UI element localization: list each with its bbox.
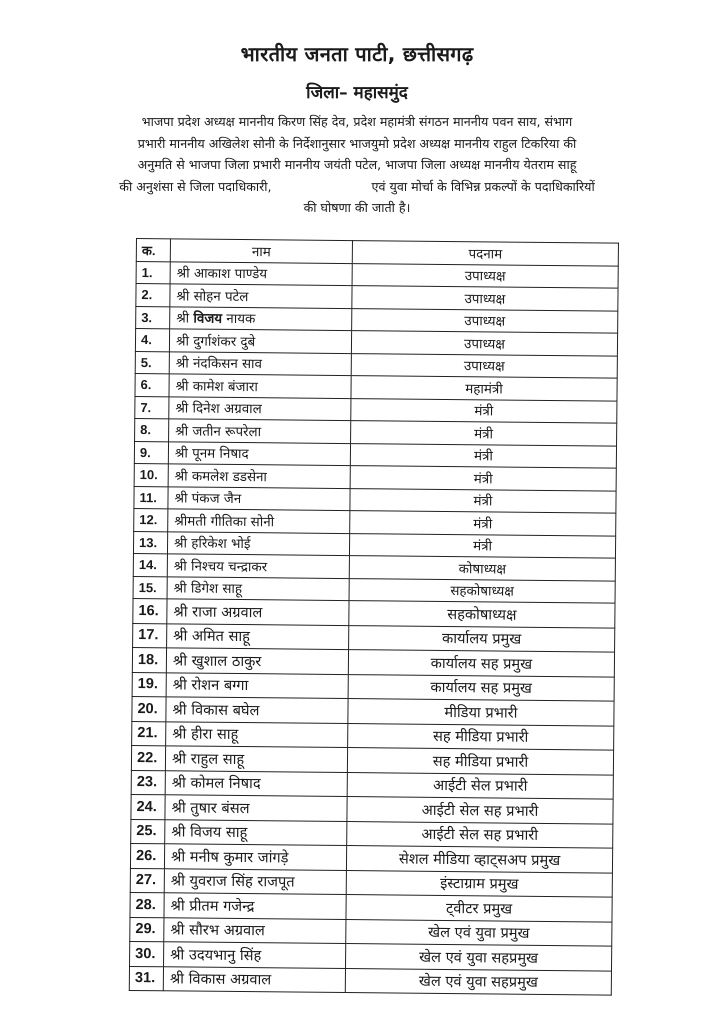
honorific: श्री xyxy=(175,401,189,417)
serial-number-cell: 4. xyxy=(135,329,169,352)
serial-number-cell: 25. xyxy=(131,819,165,844)
honorific: श्री xyxy=(176,266,190,282)
honorific: श्री xyxy=(171,774,186,792)
honorific: श्री xyxy=(176,289,190,305)
designation-cell: खेल एवं युवा सहप्रमुख xyxy=(346,944,612,971)
serial-number-cell: 30. xyxy=(130,941,164,966)
name-cell xyxy=(164,844,346,870)
name-cell xyxy=(169,351,351,375)
person-name: कोमल निषाद xyxy=(190,774,261,793)
person-name: हीरा साहू xyxy=(190,725,239,744)
designation-cell: महामंत्री xyxy=(351,376,617,401)
designation-cell: उपाध्यक्ष xyxy=(352,286,618,311)
honorific: श्री xyxy=(169,970,185,988)
serial-number-cell: 15. xyxy=(133,576,167,599)
designation-cell: आईटी सेल सह प्रभारी xyxy=(347,797,613,824)
person-name: पूनम निषाद xyxy=(192,446,249,463)
person-name: जतीन रूपरेला xyxy=(192,424,262,440)
intro-line-5: की घोषणा की जाती है। xyxy=(303,200,411,215)
designation-cell: आईटी सेल सह प्रभारी xyxy=(347,821,613,848)
honorific: श्री xyxy=(173,581,187,597)
name-cell xyxy=(164,942,346,968)
name-cell xyxy=(167,554,349,578)
serial-number-cell: 31. xyxy=(129,966,163,991)
serial-number-cell: 24. xyxy=(131,794,165,819)
honorific: श्री xyxy=(174,469,188,485)
name-cell xyxy=(169,329,351,353)
person-name: विकास अग्रवाल xyxy=(188,970,272,989)
serial-number-cell: 6. xyxy=(135,373,169,396)
serial-number-cell: 23. xyxy=(131,770,165,795)
name-cell xyxy=(168,486,350,510)
name-cell xyxy=(165,746,347,772)
honorific: श्री xyxy=(174,446,188,462)
name-cell xyxy=(166,721,348,747)
serial-number-cell: 22. xyxy=(131,745,165,770)
person-name: दुर्गाशंकर दुबे xyxy=(193,334,256,350)
designation-cell: सहकोषाध्यक्ष xyxy=(349,578,615,603)
designation-cell: कोषाध्यक्ष xyxy=(349,556,615,581)
serial-number-cell: 9. xyxy=(134,441,168,464)
table-row xyxy=(129,966,611,995)
name-cell xyxy=(164,893,346,919)
header-serial-number: क. xyxy=(136,239,170,262)
honorific: श्री xyxy=(172,652,188,670)
person-name: राहुल साहू xyxy=(190,750,245,768)
person-name: पंकज जैन xyxy=(191,491,242,508)
designation-cell: ट्वीटर प्रमुख xyxy=(346,895,612,922)
honorific: श्रीमती xyxy=(174,514,207,530)
designation-cell: कार्यालय प्रमुख xyxy=(349,625,615,652)
name-cell xyxy=(164,917,346,943)
intro-line-2: प्रभारी माननीय अखिलेश सोनी के निर्देशानुसार भाजयुमो प्रदेश अध्यक्ष माननीय राहुल टिकरिया की xyxy=(137,135,577,151)
name-cell xyxy=(168,441,350,465)
honorific: श्री xyxy=(173,559,187,575)
name-cell xyxy=(169,374,351,398)
honorific: श्री xyxy=(172,701,187,719)
person-name: गीतिका सोनी xyxy=(210,514,275,531)
serial-number-cell: 10. xyxy=(134,463,168,486)
name-bold-part: विजय xyxy=(193,311,223,328)
designation-cell: सहकोषाध्यक्ष xyxy=(349,601,615,628)
person-name: विकास बघेल xyxy=(191,701,260,719)
honorific: श्री xyxy=(172,676,187,694)
intro-line-4 xyxy=(22,176,692,198)
person-name: अमित साहू xyxy=(191,627,251,646)
serial-number-cell: 27. xyxy=(130,868,164,893)
person-name: प्रीतम गजेन्द्र xyxy=(189,897,255,915)
name-cell xyxy=(166,648,348,674)
serial-number-cell: 14. xyxy=(133,553,167,576)
honorific: श्री xyxy=(171,750,187,768)
honorific: श्री xyxy=(174,491,188,507)
person-name: नायक xyxy=(226,312,256,328)
serial-number-cell: 2. xyxy=(136,284,170,307)
person-name: दिनेश अग्रवाल xyxy=(192,401,262,418)
district-heading: जिला– महासमुंद xyxy=(306,83,408,103)
person-name: खुशाल ठाकुर xyxy=(191,652,262,670)
designation-cell: मंत्री xyxy=(351,421,617,446)
person-name: राजा अग्रवाल xyxy=(192,603,263,621)
name-cell xyxy=(170,306,352,330)
serial-number-cell: 13. xyxy=(133,531,167,554)
serial-number-cell: 29. xyxy=(130,917,164,942)
honorific: श्री xyxy=(170,848,186,866)
person-name: निश्चय चन्द्राकर xyxy=(190,559,268,576)
person-name: कामेश बंजारा xyxy=(192,379,258,395)
serial-number-cell: 20. xyxy=(132,696,166,721)
serial-number-cell: 11. xyxy=(134,486,168,509)
office-bearers-table xyxy=(129,238,619,996)
person-name: डिगेश साहू xyxy=(190,581,243,598)
name-cell xyxy=(165,819,347,845)
header-name: नाम xyxy=(170,239,352,263)
person-name: सोहन पटेल xyxy=(193,289,249,305)
honorific: श्री xyxy=(176,311,190,327)
intro-paragraph xyxy=(22,111,692,219)
serial-number-cell: 8. xyxy=(135,418,169,441)
serial-number-cell: 7. xyxy=(135,396,169,419)
person-name: कमलेश डडसेना xyxy=(191,469,268,486)
designation-cell: मंत्री xyxy=(350,466,616,491)
intro-line-3: अनुमति से भाजपा जिला प्रभारी माननीय जयंती पटेल, भाजपा जिला अध्यक्ष माननीय येतराम साहू xyxy=(137,157,577,172)
person-name: मनीष कुमार जांगड़े xyxy=(189,848,289,867)
designation-cell: खेल एवं युवा प्रमुख xyxy=(346,919,612,946)
designation-cell: उपाध्यक्ष xyxy=(352,308,618,333)
designation-cell: खेल एवं युवा सहप्रमुख xyxy=(345,968,611,995)
honorific: श्री xyxy=(173,603,188,621)
designation-cell: सह मीडिया प्रभारी xyxy=(348,723,614,750)
honorific: श्री xyxy=(175,356,189,372)
designation-cell: उपाध्यक्ष xyxy=(352,263,618,288)
honorific: श्री xyxy=(170,946,185,964)
honorific: श्री xyxy=(173,536,188,552)
serial-number-cell: 17. xyxy=(133,623,167,648)
name-cell xyxy=(168,509,350,533)
honorific: श्री xyxy=(175,334,190,350)
honorific: श्री xyxy=(171,799,186,817)
honorific: श्री xyxy=(170,872,186,890)
name-cell xyxy=(165,770,347,796)
name-cell xyxy=(170,284,352,308)
name-cell xyxy=(165,795,347,821)
name-cell xyxy=(169,396,351,420)
honorific: श्री xyxy=(171,823,186,841)
person-name: विजय साहू xyxy=(189,823,248,842)
designation-cell: सेशल मीडिया व्हाट्सअप प्रमुख xyxy=(346,846,612,873)
name-cell xyxy=(167,623,349,649)
designation-cell: मीडिया प्रभारी xyxy=(348,699,614,726)
designation-cell: मंत्री xyxy=(349,533,615,558)
document-title: भारतीय जनता पाटी, छत्तीसगढ़ xyxy=(240,42,474,66)
serial-number-cell: 1. xyxy=(136,261,170,284)
honorific: श्री xyxy=(170,921,185,939)
designation-cell: उपाध्यक्ष xyxy=(351,353,617,378)
intro-line-1: भाजपा प्रदेश अध्यक्ष माननीय किरण सिंह देव, प्रदेश महामंत्री संगठन माननीय पवन साय, संभाग xyxy=(141,114,573,129)
person-name: युवराज सिंह राजपूत xyxy=(189,872,295,891)
serial-number-cell: 18. xyxy=(132,647,166,672)
honorific: श्री xyxy=(170,897,185,915)
name-cell xyxy=(166,697,348,723)
designation-cell: आईटी सेल प्रभारी xyxy=(347,772,613,799)
office-bearers-table-wrapper xyxy=(129,238,618,996)
serial-number-cell: 12. xyxy=(134,508,168,531)
name-cell xyxy=(167,576,349,600)
person-name: नंदकिसन साव xyxy=(192,356,263,373)
designation-cell: सह मीडिया प्रभारी xyxy=(347,748,613,775)
name-cell xyxy=(164,868,346,894)
person-name: आकाश पाण्डेय xyxy=(193,266,268,283)
person-name: तुषार बंसल xyxy=(190,799,250,817)
table-body xyxy=(129,261,618,995)
name-cell xyxy=(170,261,352,285)
designation-cell: कार्यालय सह प्रमुख xyxy=(348,650,614,677)
person-name: उदयभानु सिंह xyxy=(188,946,262,964)
name-cell xyxy=(169,419,351,443)
designation-cell: कार्यालय सह प्रमुख xyxy=(348,674,614,701)
name-cell xyxy=(168,464,350,488)
person-name: रोशन बग्गा xyxy=(191,676,249,695)
name-cell xyxy=(167,599,349,625)
honorific: श्री xyxy=(172,725,187,743)
name-cell xyxy=(166,672,348,698)
header-designation: पदनाम xyxy=(352,241,618,266)
honorific: श्री xyxy=(175,379,189,395)
serial-number-cell: 21. xyxy=(132,721,166,746)
serial-number-cell: 16. xyxy=(133,598,167,623)
intro-line-4-part-a: की अनुशंसा से जिला पदाधिकारी, xyxy=(119,178,272,194)
serial-number-cell: 28. xyxy=(130,892,164,917)
serial-number-cell: 26. xyxy=(130,843,164,868)
designation-cell: मंत्री xyxy=(351,398,617,423)
designation-cell: मंत्री xyxy=(350,443,616,468)
intro-line-4-part-b: एवं युवा मोर्चा के विभिन्न प्रकल्पों के पदाधिकारियों xyxy=(371,178,595,194)
name-cell xyxy=(167,531,349,555)
honorific: श्री xyxy=(175,424,189,440)
serial-number-cell: 19. xyxy=(132,672,166,697)
designation-cell: उपाध्यक्ष xyxy=(351,331,617,356)
serial-number-cell: 5. xyxy=(135,351,169,374)
person-name: हरिकेश भोई xyxy=(191,536,251,553)
designation-cell: मंत्री xyxy=(350,488,616,513)
honorific: श्री xyxy=(173,627,188,645)
name-cell xyxy=(163,966,345,992)
serial-number-cell: 3. xyxy=(136,306,170,329)
person-name: सौरभ अग्रवाल xyxy=(189,921,265,940)
designation-cell: मंत्री xyxy=(350,511,616,536)
designation-cell: इंस्टाग्राम प्रमुख xyxy=(346,870,612,897)
